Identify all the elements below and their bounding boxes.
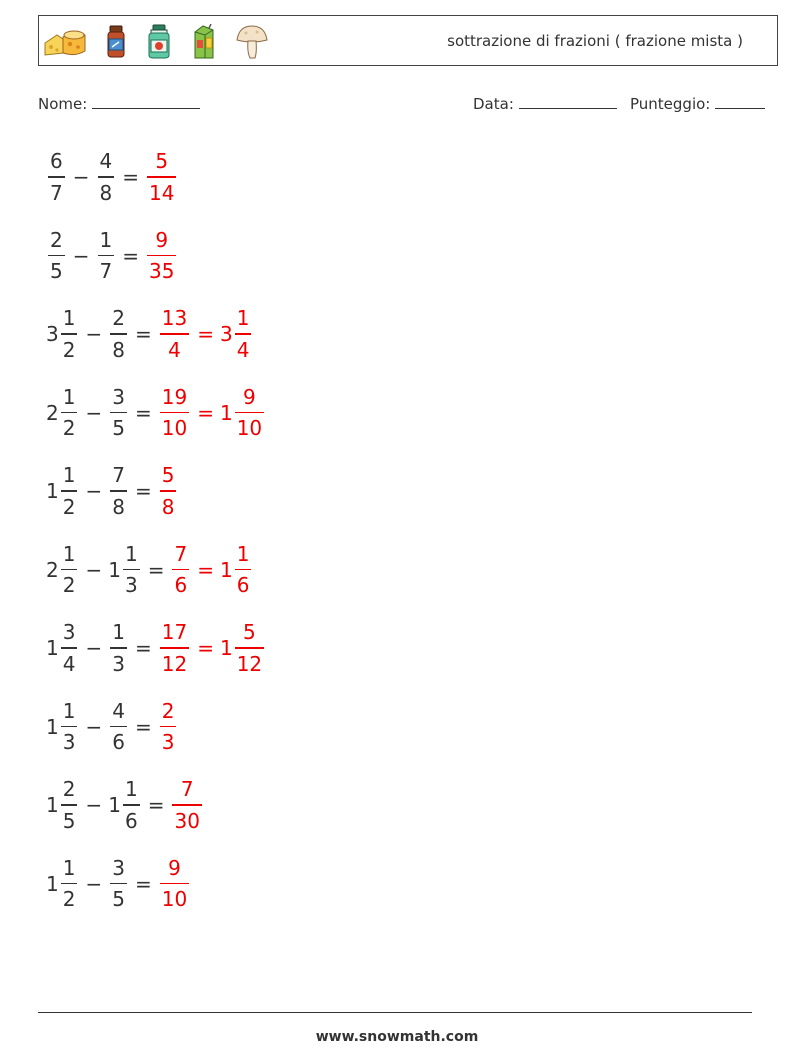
answer-mixed-fraction-bar bbox=[235, 569, 252, 571]
minus-sign: − bbox=[85, 636, 103, 660]
answer-denominator: 30 bbox=[174, 808, 200, 833]
answer-fraction-bar bbox=[160, 490, 177, 492]
minuend-whole: 1 bbox=[46, 871, 59, 896]
problem-row bbox=[46, 221, 178, 291]
problem-row bbox=[46, 142, 178, 212]
answer-mixed-fraction bbox=[235, 306, 252, 362]
answer-fraction bbox=[160, 463, 177, 519]
answer-fraction bbox=[160, 699, 177, 755]
equals-sign: = bbox=[134, 479, 152, 503]
subtrahend-numerator: 7 bbox=[112, 463, 125, 488]
minuend-whole: 1 bbox=[46, 714, 59, 739]
answer-fraction-bar bbox=[160, 647, 189, 649]
minus-sign: − bbox=[72, 165, 90, 189]
answer-mixed-whole: 1 bbox=[219, 400, 233, 425]
minuend-numerator: 1 bbox=[62, 698, 76, 723]
problem-row bbox=[46, 378, 266, 448]
answer-denominator: 10 bbox=[161, 887, 188, 912]
answer bbox=[158, 463, 179, 519]
answer-fraction bbox=[172, 542, 189, 598]
subtrahend-numerator: 4 bbox=[99, 149, 113, 174]
answer bbox=[158, 699, 179, 755]
answer-mixed-fraction-bar bbox=[235, 412, 264, 414]
subtrahend-numerator: 3 bbox=[112, 855, 125, 880]
minuend-fraction-bar bbox=[61, 804, 78, 806]
subtrahend-fraction-bar bbox=[110, 883, 127, 885]
subtrahend-denominator: 6 bbox=[124, 808, 138, 833]
answer-fraction bbox=[172, 777, 201, 833]
subtrahend-fraction-bar bbox=[110, 333, 127, 335]
subtrahend-fraction-bar bbox=[110, 490, 127, 492]
equals-sign: = bbox=[134, 322, 152, 346]
problem-row bbox=[46, 613, 266, 683]
subtrahend-fraction bbox=[110, 699, 127, 755]
answer-denominator: 3 bbox=[161, 730, 175, 755]
subtrahend-fraction bbox=[110, 463, 127, 519]
answer-mixed-denominator: 12 bbox=[236, 651, 263, 676]
answer-numerator: 5 bbox=[161, 463, 175, 488]
subtrahend-denominator: 6 bbox=[112, 730, 125, 755]
subtrahend-fraction bbox=[123, 542, 140, 598]
answer-mixed-denominator: 10 bbox=[236, 416, 263, 441]
answer-mixed-fraction bbox=[235, 620, 264, 676]
answer-denominator: 8 bbox=[161, 494, 175, 519]
minuend-numerator: 2 bbox=[62, 777, 76, 802]
answer bbox=[145, 149, 178, 205]
minuend-fraction bbox=[61, 463, 78, 519]
minuend-denominator: 2 bbox=[62, 573, 76, 598]
minus-sign: − bbox=[85, 557, 103, 582]
subtrahend-denominator: 7 bbox=[99, 259, 113, 284]
answer-mixed-fraction-bar bbox=[235, 647, 264, 649]
minuend-fraction bbox=[61, 699, 78, 755]
minuend-whole: 1 bbox=[46, 636, 59, 660]
answer-mixed-denominator: 6 bbox=[236, 573, 250, 598]
subtrahend-numerator: 4 bbox=[112, 698, 125, 723]
minuend-whole: 1 bbox=[46, 479, 59, 503]
minuend-whole: 3 bbox=[46, 322, 59, 346]
answer-fraction-bar bbox=[160, 726, 177, 728]
answer-fraction-bar bbox=[172, 569, 189, 571]
minus-sign: − bbox=[85, 322, 103, 346]
problem-row bbox=[46, 692, 178, 762]
minuend-denominator: 3 bbox=[62, 730, 76, 755]
minuend-fraction bbox=[61, 777, 78, 833]
answer-numerator: 13 bbox=[161, 306, 188, 331]
answer-numerator: 5 bbox=[155, 149, 169, 174]
problem-row bbox=[46, 770, 204, 840]
answer-fraction-bar bbox=[160, 883, 189, 885]
minuend-fraction bbox=[48, 149, 65, 205]
score-field bbox=[630, 94, 765, 113]
subtrahend-fraction-bar bbox=[98, 255, 115, 257]
subtrahend-denominator: 8 bbox=[112, 337, 125, 362]
footer-site: www.snowmath.com bbox=[315, 1029, 479, 1045]
minuend-fraction bbox=[61, 306, 78, 362]
header-icons bbox=[43, 22, 269, 62]
subtrahend-fraction-bar bbox=[110, 726, 127, 728]
subtrahend-denominator: 3 bbox=[124, 573, 138, 598]
answer-mixed-fraction-bar bbox=[235, 333, 252, 335]
answer-fraction-bar bbox=[147, 255, 176, 257]
minus-sign: − bbox=[85, 479, 103, 503]
name-field bbox=[38, 94, 200, 113]
minuend-numerator: 1 bbox=[62, 541, 76, 566]
equals-sign: = bbox=[134, 871, 152, 896]
minuend-numerator: 1 bbox=[62, 463, 76, 488]
answer-mixed-numerator: 9 bbox=[243, 384, 256, 409]
answer-mixed-denominator: 4 bbox=[236, 337, 250, 362]
subtrahend-denominator: 3 bbox=[112, 651, 125, 676]
equals-sign: = bbox=[147, 557, 165, 582]
minuend-numerator: 1 bbox=[62, 384, 76, 409]
minus-sign: − bbox=[72, 243, 90, 268]
answer-fraction bbox=[160, 385, 189, 441]
equals-sign: = bbox=[122, 165, 139, 189]
juice-box-icon bbox=[191, 24, 217, 60]
answer-mixed-numerator: 5 bbox=[243, 620, 256, 645]
subtrahend-denominator: 8 bbox=[99, 180, 113, 205]
minuend-fraction-bar bbox=[61, 883, 78, 885]
answer-mixed-numerator: 1 bbox=[236, 306, 250, 331]
subtrahend-fraction bbox=[110, 856, 127, 912]
subtrahend-fraction-bar bbox=[98, 176, 115, 178]
answer bbox=[170, 777, 203, 833]
subtrahend-fraction bbox=[98, 228, 115, 284]
subtrahend-fraction bbox=[110, 620, 127, 676]
minuend-fraction-bar bbox=[61, 569, 78, 571]
subtrahend-fraction-bar bbox=[110, 412, 127, 414]
answer-mixed-fraction bbox=[235, 385, 264, 441]
minuend-numerator: 1 bbox=[62, 855, 76, 880]
minuend-denominator: 2 bbox=[62, 416, 76, 441]
minuend-numerator: 6 bbox=[50, 149, 63, 174]
jar-icon bbox=[105, 25, 127, 59]
subtrahend-numerator: 1 bbox=[99, 227, 113, 252]
answer-denominator: 12 bbox=[161, 651, 188, 676]
tomato-jar-icon bbox=[145, 24, 173, 60]
answer-denominator: 35 bbox=[149, 259, 175, 284]
minuend-fraction-bar bbox=[61, 412, 78, 414]
subtrahend-whole: 1 bbox=[108, 557, 121, 582]
minuend-numerator: 1 bbox=[62, 306, 76, 331]
minuend-denominator: 2 bbox=[62, 887, 76, 912]
subtrahend-numerator: 1 bbox=[112, 620, 125, 645]
subtrahend-fraction-bar bbox=[123, 804, 140, 806]
answer-numerator: 7 bbox=[180, 777, 194, 802]
subtrahend-fraction-bar bbox=[110, 647, 127, 649]
equals-sign: = bbox=[122, 243, 139, 268]
answer-numerator: 2 bbox=[161, 698, 175, 723]
equals-sign: = bbox=[134, 636, 152, 660]
answer bbox=[158, 385, 266, 441]
worksheet-title: sottrazione di frazioni ( frazione mista ) bbox=[447, 32, 743, 50]
answer-fraction-bar bbox=[147, 176, 176, 178]
minuend-fraction-bar bbox=[61, 490, 78, 492]
minuend-fraction bbox=[61, 856, 78, 912]
answer-equals-sign: = bbox=[197, 636, 214, 660]
minus-sign: − bbox=[85, 793, 103, 817]
minus-sign: − bbox=[85, 400, 103, 425]
cheese-icon bbox=[43, 25, 87, 59]
minuend-denominator: 5 bbox=[50, 259, 63, 284]
answer-mixed-whole: 3 bbox=[219, 322, 233, 346]
problem-row bbox=[46, 535, 253, 605]
answer-numerator: 9 bbox=[155, 227, 169, 252]
answer-fraction-bar bbox=[160, 412, 189, 414]
answer-mixed-fraction bbox=[235, 542, 252, 598]
minuend-denominator: 5 bbox=[62, 808, 76, 833]
answer-fraction bbox=[160, 856, 189, 912]
answer bbox=[158, 856, 191, 912]
answer-numerator: 17 bbox=[161, 620, 188, 645]
score-label: Punteggio: bbox=[630, 95, 711, 113]
answer-denominator: 10 bbox=[161, 416, 188, 441]
answer-denominator: 14 bbox=[149, 180, 175, 205]
minuend-denominator: 2 bbox=[62, 494, 76, 519]
subtrahend-fraction-bar bbox=[123, 569, 140, 571]
subtrahend-fraction bbox=[110, 306, 127, 362]
answer-numerator: 19 bbox=[161, 384, 188, 409]
minuend-fraction bbox=[61, 385, 78, 441]
minuend-denominator: 4 bbox=[62, 651, 76, 676]
subtrahend-denominator: 5 bbox=[112, 887, 125, 912]
subtrahend-whole: 1 bbox=[108, 793, 121, 817]
name-line bbox=[92, 94, 200, 109]
subtrahend-numerator: 2 bbox=[112, 306, 125, 331]
minuend-denominator: 7 bbox=[50, 180, 63, 205]
answer-mixed-whole: 1 bbox=[219, 557, 233, 582]
answer bbox=[170, 542, 253, 598]
answer bbox=[158, 306, 254, 362]
answer-mixed-numerator: 1 bbox=[236, 541, 250, 566]
minuend-whole: 2 bbox=[46, 400, 59, 425]
subtrahend-numerator: 3 bbox=[112, 384, 125, 409]
answer-fraction bbox=[160, 620, 189, 676]
equals-sign: = bbox=[134, 400, 152, 425]
equals-sign: = bbox=[134, 714, 152, 739]
minuend-fraction bbox=[61, 620, 78, 676]
answer-fraction bbox=[147, 149, 176, 205]
subtrahend-fraction bbox=[123, 777, 140, 833]
problem-row bbox=[46, 849, 191, 919]
problem-row bbox=[46, 456, 178, 526]
subtrahend-numerator: 1 bbox=[124, 777, 138, 802]
subtrahend-fraction bbox=[110, 385, 127, 441]
equals-sign: = bbox=[147, 793, 165, 817]
date-line bbox=[519, 94, 617, 109]
score-line bbox=[715, 94, 765, 109]
subtrahend-numerator: 1 bbox=[124, 541, 138, 566]
answer-numerator: 9 bbox=[168, 855, 181, 880]
answer-fraction-bar bbox=[160, 333, 189, 335]
answer bbox=[145, 228, 178, 284]
name-label: Nome: bbox=[38, 95, 88, 113]
minuend-fraction-bar bbox=[48, 176, 65, 178]
date-label: Data: bbox=[473, 95, 514, 113]
minuend-fraction bbox=[61, 542, 78, 598]
minuend-fraction bbox=[48, 228, 65, 284]
subtrahend-denominator: 8 bbox=[112, 494, 125, 519]
minuend-whole: 1 bbox=[46, 793, 59, 817]
minuend-denominator: 2 bbox=[62, 337, 76, 362]
subtrahend-fraction bbox=[98, 149, 115, 205]
answer-numerator: 7 bbox=[174, 541, 188, 566]
minuend-fraction-bar bbox=[61, 726, 78, 728]
answer-mixed-whole: 1 bbox=[219, 636, 233, 660]
answer-fraction-bar bbox=[172, 804, 201, 806]
minus-sign: − bbox=[85, 871, 103, 896]
answer-equals-sign: = bbox=[197, 322, 214, 346]
problem-row bbox=[46, 299, 253, 369]
subtrahend-denominator: 5 bbox=[112, 416, 125, 441]
minuend-fraction-bar bbox=[61, 647, 78, 649]
minuend-numerator: 3 bbox=[62, 620, 76, 645]
header-box bbox=[38, 15, 778, 66]
answer-fraction bbox=[147, 228, 176, 284]
answer-equals-sign: = bbox=[197, 400, 214, 425]
footer-divider bbox=[38, 1012, 752, 1013]
minus-sign: − bbox=[85, 714, 103, 739]
minuend-fraction-bar bbox=[48, 255, 65, 257]
answer-denominator: 6 bbox=[174, 573, 188, 598]
answer-equals-sign: = bbox=[197, 557, 214, 582]
answer-fraction bbox=[160, 306, 189, 362]
minuend-whole: 2 bbox=[46, 557, 59, 582]
answer-denominator: 4 bbox=[168, 337, 181, 362]
mushroom-icon bbox=[235, 24, 269, 60]
minuend-fraction-bar bbox=[61, 333, 78, 335]
answer bbox=[158, 620, 266, 676]
date-field bbox=[473, 94, 617, 113]
minuend-numerator: 2 bbox=[50, 227, 63, 252]
